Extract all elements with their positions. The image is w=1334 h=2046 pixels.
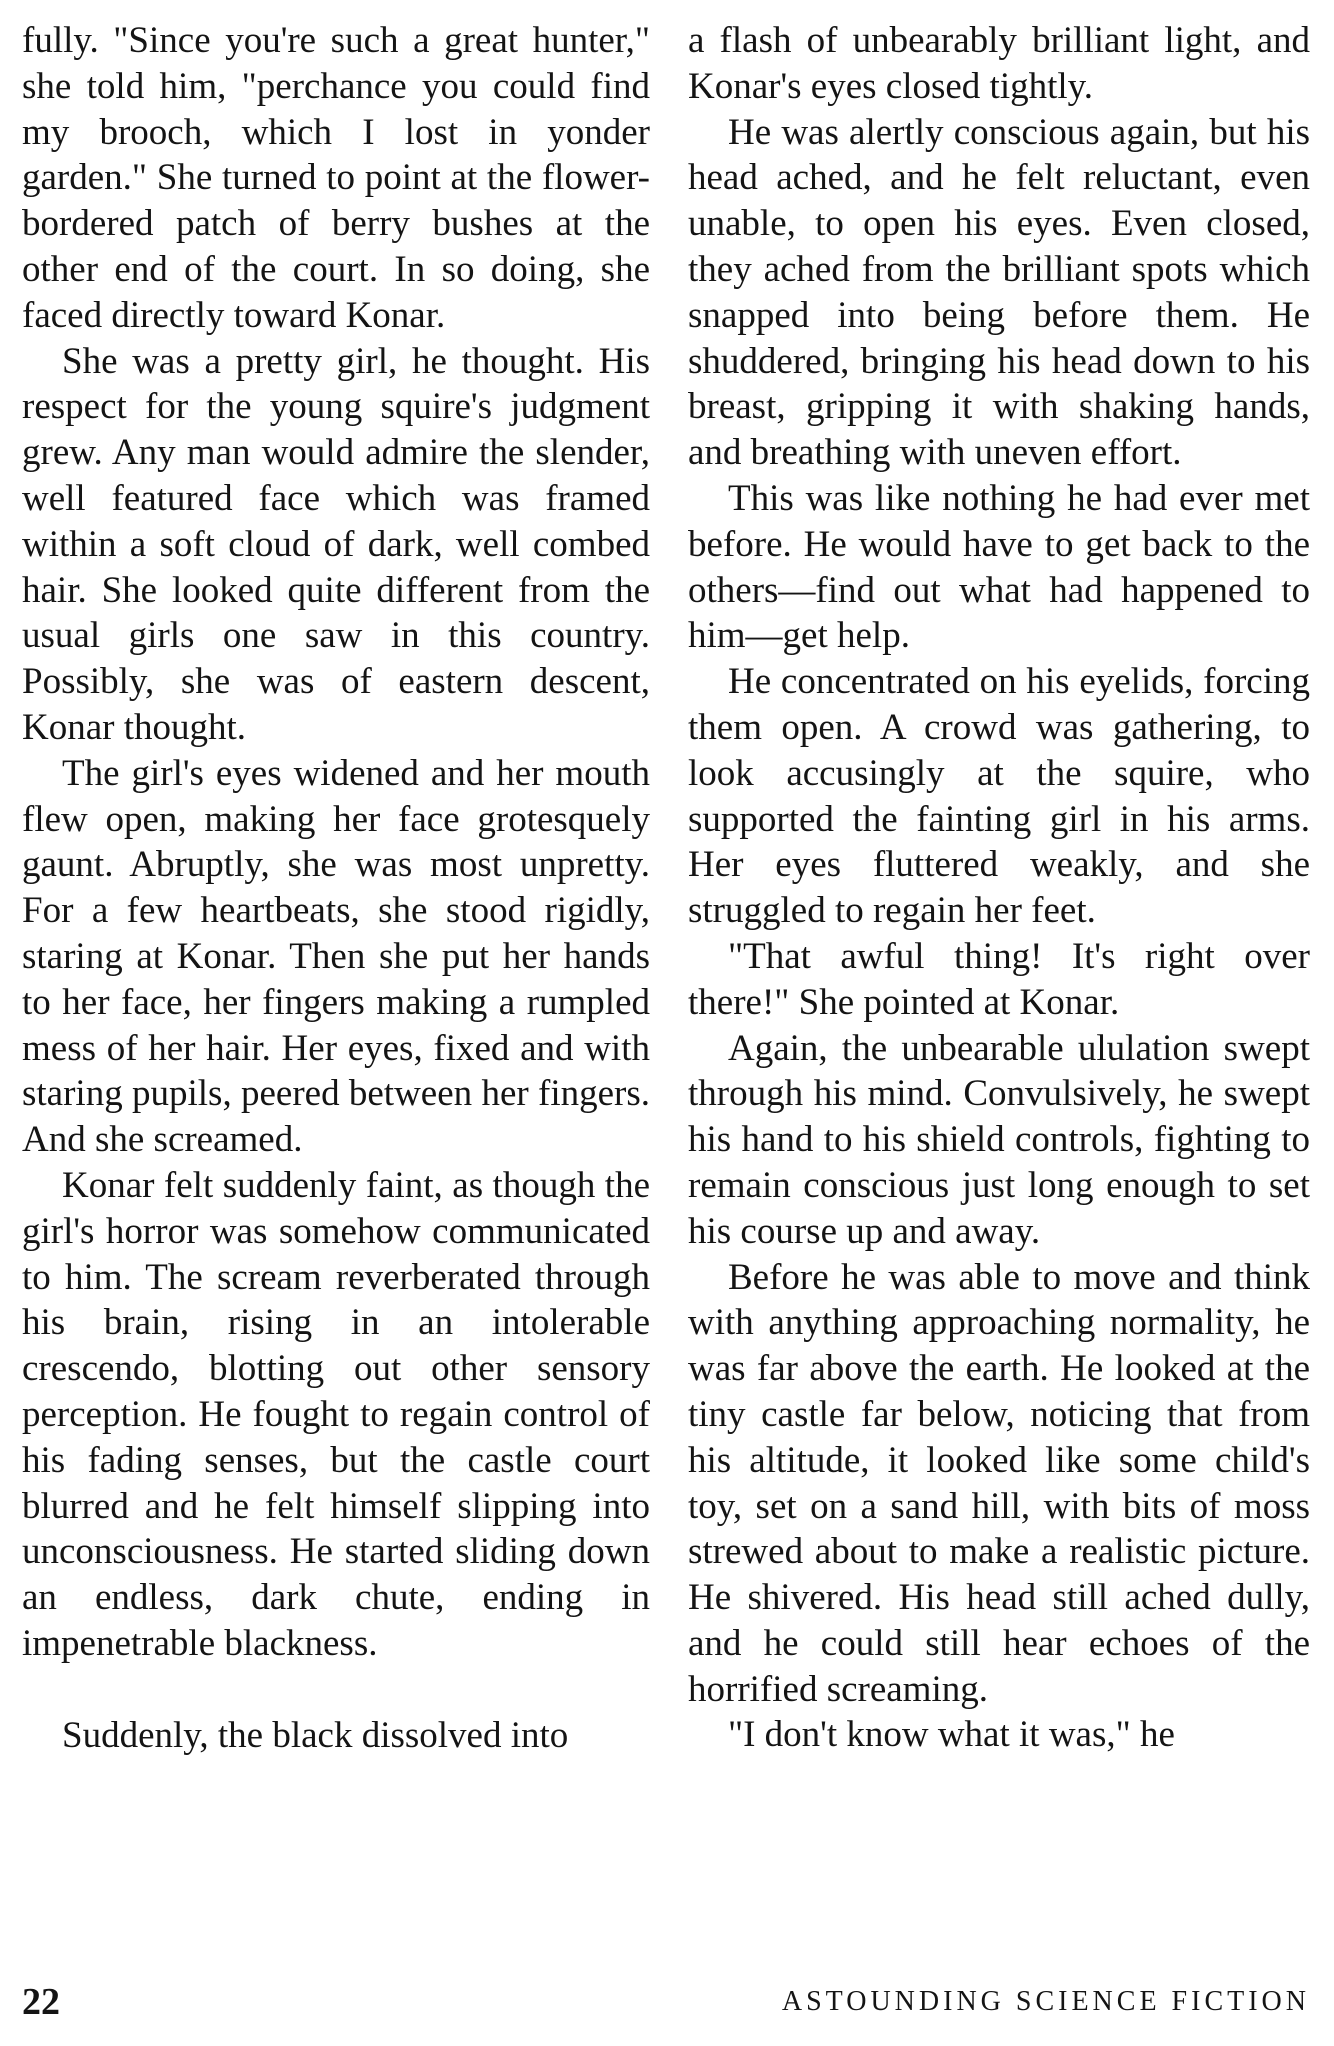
paragraph: Again, the unbearable ululation swept through his mind. Convulsively, he swept his hand to his shield controls, fighting to remain conscious just long enough to set his course up and away. [688,1027,1310,1252]
paragraph: fully. "Since you're such a great hunter," she told him, "perchance you could find my brooch, which I lost in yonder garden." She turned to point at the flower-bordered patch of berry bushes at the other end of the court. In so doing, she faced directly toward Konar. [22,20,650,336]
paragraph: She was a pretty girl, he thought. His respect for the young squire's judgment grew. Any man would admire the slender, well featured face which was framed within a soft cloud of dark, well combed hair. She looked quite different from the usual girls one saw in this country. Possibly, she was of eastern descent, Konar thought. [22,340,650,748]
paragraph: He concentrated on his eyelids, forcing them open. A crowd was gathering, to look accusingly at the squire, who supported the fainting girl in his arms. Her eyes fluttered weakly, and she struggled to regain her feet. [688,661,1310,932]
paragraph: a flash of unbearably brilliant light, and Konar's eyes closed tightly. [688,20,1310,107]
paragraph: "I don't know what it was," he [728,1714,1175,1756]
paragraph: Suddenly, the black dissolved into [62,1714,569,1756]
running-title: ASTOUNDING SCIENCE FICTION [781,1986,1310,2017]
right-column [688,18,1310,1758]
page-number: 22 [22,1981,60,2023]
paragraph: "That awful thing! It's right over there!" She pointed at Konar. [688,935,1310,1023]
page-footer [22,1980,1310,2028]
paragraph: This was like nothing he had ever met before. He would have to get back to the others—find out what had happened to him—get help. [688,477,1310,657]
paragraph: Before he was able to move and think with anything approaching normality, he was far above the earth. He looked at the tiny castle far below, noticing that from his altitude, it looked like some child's toy, set on a sand hill, with bits of moss strewed about to make a realistic picture. He shivered. His head still ached dully, and he could still hear echoes of the horrified screaming. [688,1256,1310,1710]
paragraph: He was alertly conscious again, but his head ached, and he felt reluctant, even unable, to open his eyes. Even closed, they ached from the brilliant spots which snapped into being before them. He shuddered, bringing his head down to his breast, gripping it with shaking hands, and breathing with uneven effort. [688,111,1310,474]
paragraph: The girl's eyes widened and her mouth flew open, making her face grotesquely gaunt. Abruptly, she was most unpretty. For a few heartbeats, she stood rigidly, staring at Konar. Then she put her hands to her face, her fingers making a rumpled mess of her hair. Her eyes, fixed and with staring pupils, peered between her fingers. And she screamed. [22,752,650,1161]
left-column [22,18,650,1758]
paragraph: Konar felt suddenly faint, as though the girl's horror was somehow communicated to him. The scream reverberated through his brain, rising in an intolerable crescendo, blotting out other sensory perception. He fought to regain control of his fading senses, but the castle court blurred and he felt himself slipping into unconsciousness. He started sliding down an endless, dark chute, ending in impenetrable blackness. [22,1164,650,1664]
